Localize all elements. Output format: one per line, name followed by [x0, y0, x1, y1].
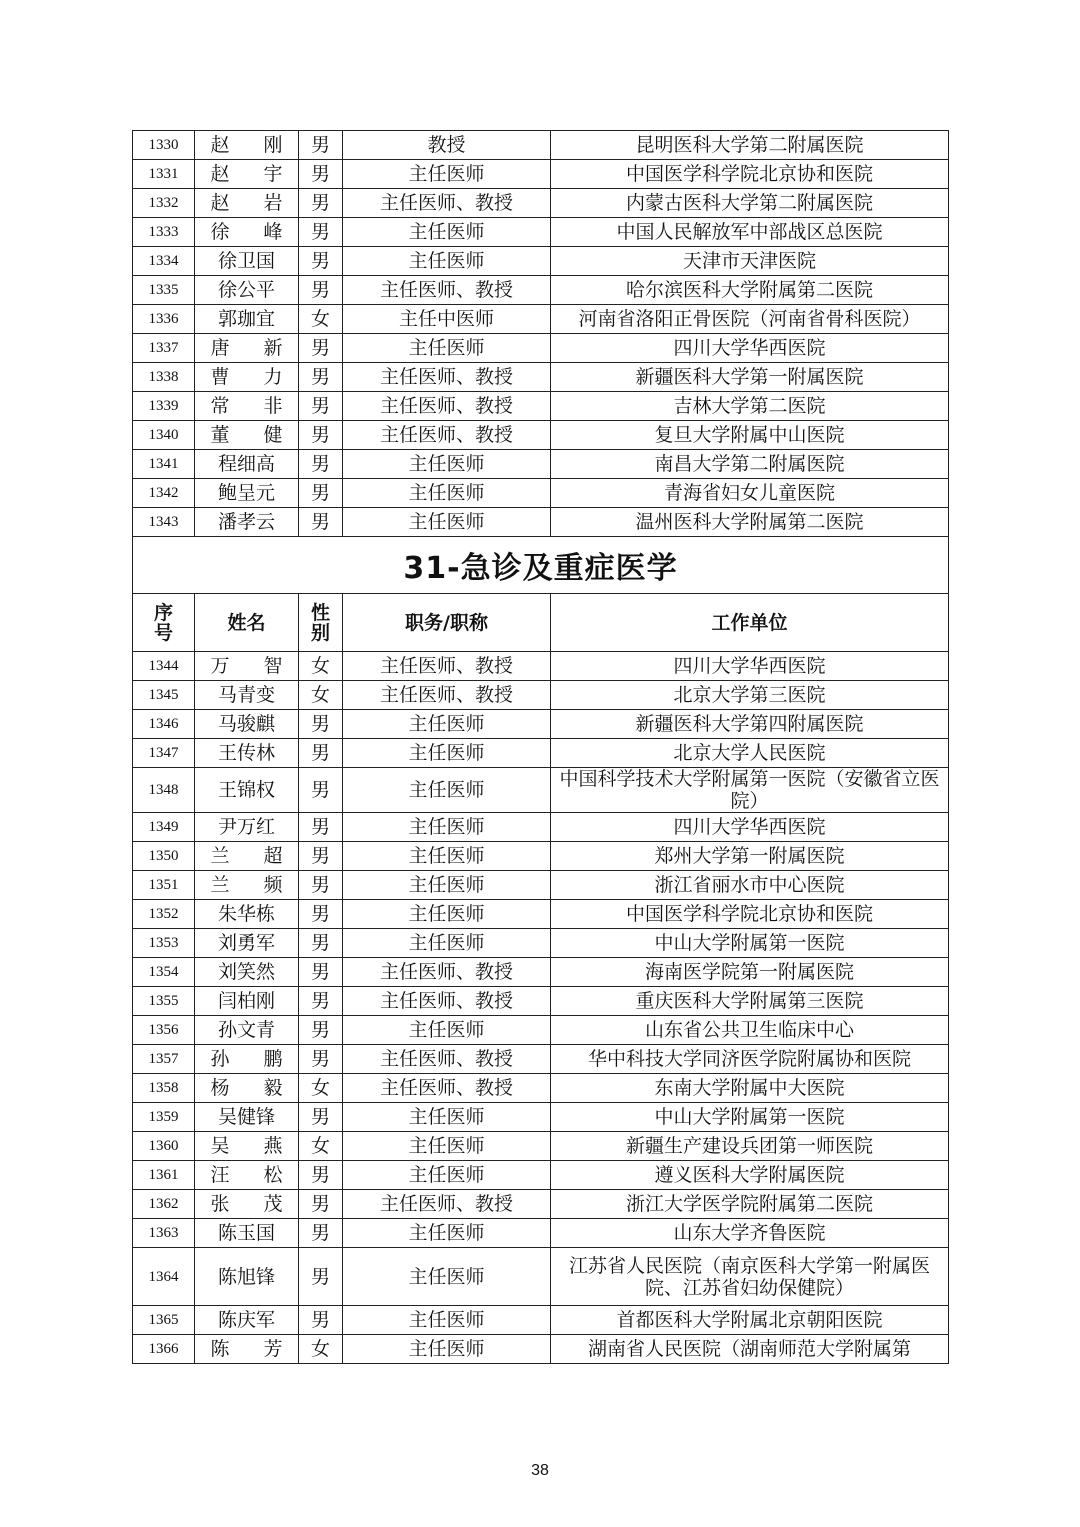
table-row [133, 1074, 949, 1103]
cell-no: 1362 [133, 1190, 195, 1219]
cell-name: 吴 燕 [195, 1132, 299, 1161]
cell-name: 马骏麒 [195, 710, 299, 739]
cell-name: 赵 宇 [195, 160, 299, 189]
cell-sex: 男 [299, 900, 343, 929]
cell-no: 1333 [133, 218, 195, 247]
cell-sex: 男 [299, 958, 343, 987]
header-unit: 工作单位 [551, 594, 949, 652]
cell-no: 1332 [133, 189, 195, 218]
cell-sex: 女 [299, 1074, 343, 1103]
cell-title: 主任医师、教授 [343, 421, 551, 450]
table-row [133, 871, 949, 900]
cell-no: 1363 [133, 1219, 195, 1248]
table-row [133, 842, 949, 871]
header-name: 姓名 [195, 594, 299, 652]
table-row [133, 1132, 949, 1161]
cell-no: 1347 [133, 739, 195, 768]
header-title: 职务/职称 [343, 594, 551, 652]
cell-name: 徐卫国 [195, 247, 299, 276]
cell-name: 常 非 [195, 392, 299, 421]
cell-name: 陈旭锋 [195, 1248, 299, 1306]
cell-sex: 女 [299, 305, 343, 334]
header-no: 序号 [133, 594, 195, 652]
cell-no: 1352 [133, 900, 195, 929]
cell-name: 张 茂 [195, 1190, 299, 1219]
cell-unit: 中国医学科学院北京协和医院 [551, 160, 949, 189]
cell-no: 1337 [133, 334, 195, 363]
cell-unit: 浙江大学医学院附属第二医院 [551, 1190, 949, 1219]
cell-no: 1354 [133, 958, 195, 987]
table-row [133, 1248, 949, 1306]
cell-title: 主任医师 [343, 1161, 551, 1190]
cell-name: 董 健 [195, 421, 299, 450]
cell-title: 主任医师 [343, 768, 551, 813]
cell-title: 主任医师、教授 [343, 1045, 551, 1074]
table-row [133, 1219, 949, 1248]
cell-sex: 女 [299, 1335, 343, 1364]
cell-sex: 男 [299, 1248, 343, 1306]
cell-sex: 男 [299, 1306, 343, 1335]
cell-unit: 吉林大学第二医院 [551, 392, 949, 421]
cell-sex: 男 [299, 479, 343, 508]
table-row [133, 305, 949, 334]
cell-no: 1348 [133, 768, 195, 813]
table-row [133, 1103, 949, 1132]
cell-sex: 男 [299, 1045, 343, 1074]
cell-name: 陈 芳 [195, 1335, 299, 1364]
page-number: 38 [531, 1462, 549, 1479]
cell-name: 曹 力 [195, 363, 299, 392]
cell-unit: 新疆医科大学第一附属医院 [551, 363, 949, 392]
cell-sex: 男 [299, 1161, 343, 1190]
table-row [133, 958, 949, 987]
cell-unit: 中国医学科学院北京协和医院 [551, 900, 949, 929]
cell-no: 1351 [133, 871, 195, 900]
table-row [133, 363, 949, 392]
cell-no: 1344 [133, 652, 195, 681]
header-sex: 性别 [299, 594, 343, 652]
cell-name: 徐 峰 [195, 218, 299, 247]
cell-no: 1350 [133, 842, 195, 871]
cell-sex: 女 [299, 681, 343, 710]
cell-title: 主任医师 [343, 450, 551, 479]
cell-sex: 男 [299, 131, 343, 160]
table-row [133, 189, 949, 218]
cell-unit: 中山大学附属第一医院 [551, 1103, 949, 1132]
table-row [133, 1190, 949, 1219]
roster-body-emergency [133, 652, 949, 1364]
cell-name: 潘孝云 [195, 508, 299, 537]
cell-name: 兰 频 [195, 871, 299, 900]
cell-unit: 湖南省人民医院（湖南师范大学附属第 [551, 1335, 949, 1364]
cell-sex: 男 [299, 768, 343, 813]
cell-no: 1359 [133, 1103, 195, 1132]
cell-title: 主任医师、教授 [343, 189, 551, 218]
cell-title: 主任医师 [343, 1306, 551, 1335]
cell-title: 主任医师 [343, 813, 551, 842]
roster-body-previous-section [133, 131, 949, 537]
cell-title: 主任医师 [343, 1248, 551, 1306]
cell-unit: 四川大学华西医院 [551, 334, 949, 363]
table-row [133, 900, 949, 929]
table-row [133, 334, 949, 363]
cell-no: 1361 [133, 1161, 195, 1190]
cell-no: 1343 [133, 508, 195, 537]
table-row [133, 247, 949, 276]
cell-unit: 东南大学附属中大医院 [551, 1074, 949, 1103]
cell-sex: 男 [299, 218, 343, 247]
cell-unit: 温州医科大学附属第二医院 [551, 508, 949, 537]
cell-title: 主任医师、教授 [343, 987, 551, 1016]
cell-name: 尹万红 [195, 813, 299, 842]
table-row [133, 1016, 949, 1045]
section-title-row [133, 537, 949, 594]
cell-unit: 哈尔滨医科大学附属第二医院 [551, 276, 949, 305]
cell-name: 孙 鹏 [195, 1045, 299, 1074]
cell-title: 主任医师 [343, 929, 551, 958]
table-row [133, 160, 949, 189]
cell-unit: 昆明医科大学第二附属医院 [551, 131, 949, 160]
cell-title: 主任医师、教授 [343, 363, 551, 392]
table-row [133, 508, 949, 537]
cell-sex: 男 [299, 276, 343, 305]
cell-name: 万 智 [195, 652, 299, 681]
cell-title: 主任医师 [343, 871, 551, 900]
cell-name: 王锦权 [195, 768, 299, 813]
cell-unit: 海南医学院第一附属医院 [551, 958, 949, 987]
cell-name: 朱华栋 [195, 900, 299, 929]
cell-sex: 男 [299, 508, 343, 537]
table-row [133, 813, 949, 842]
table-row [133, 1045, 949, 1074]
cell-title: 主任医师、教授 [343, 392, 551, 421]
cell-title: 主任医师 [343, 508, 551, 537]
cell-title: 主任医师、教授 [343, 958, 551, 987]
cell-title: 主任医师、教授 [343, 276, 551, 305]
cell-name: 赵 刚 [195, 131, 299, 160]
cell-title: 主任医师 [343, 842, 551, 871]
cell-sex: 男 [299, 1016, 343, 1045]
cell-sex: 女 [299, 1132, 343, 1161]
cell-unit: 中山大学附属第一医院 [551, 929, 949, 958]
cell-title: 主任医师 [343, 247, 551, 276]
table-row [133, 392, 949, 421]
cell-no: 1338 [133, 363, 195, 392]
table-row [133, 929, 949, 958]
cell-no: 1353 [133, 929, 195, 958]
cell-name: 赵 岩 [195, 189, 299, 218]
cell-unit: 新疆医科大学第四附属医院 [551, 710, 949, 739]
cell-name: 兰 超 [195, 842, 299, 871]
cell-unit: 河南省洛阳正骨医院（河南省骨科医院） [551, 305, 949, 334]
table-row [133, 276, 949, 305]
cell-title: 主任医师 [343, 1132, 551, 1161]
cell-unit: 郑州大学第一附属医院 [551, 842, 949, 871]
section-title: 31-急诊及重症医学 [133, 537, 949, 594]
table-row [133, 1306, 949, 1335]
cell-title: 主任医师、教授 [343, 652, 551, 681]
table-row [133, 479, 949, 508]
cell-sex: 男 [299, 450, 343, 479]
cell-sex: 男 [299, 334, 343, 363]
cell-no: 1366 [133, 1335, 195, 1364]
cell-name: 闫柏刚 [195, 987, 299, 1016]
cell-unit: 复旦大学附属中山医院 [551, 421, 949, 450]
cell-no: 1345 [133, 681, 195, 710]
cell-unit: 山东省公共卫生临床中心 [551, 1016, 949, 1045]
cell-sex: 男 [299, 929, 343, 958]
cell-name: 鲍呈元 [195, 479, 299, 508]
cell-no: 1357 [133, 1045, 195, 1074]
cell-unit: 北京大学人民医院 [551, 739, 949, 768]
cell-title: 主任医师 [343, 1016, 551, 1045]
cell-name: 马青变 [195, 681, 299, 710]
cell-title: 主任医师 [343, 334, 551, 363]
cell-name: 程细高 [195, 450, 299, 479]
cell-unit: 南昌大学第二附属医院 [551, 450, 949, 479]
cell-unit: 中国人民解放军中部战区总医院 [551, 218, 949, 247]
cell-sex: 男 [299, 392, 343, 421]
cell-title: 主任医师 [343, 1219, 551, 1248]
cell-title: 主任医师 [343, 710, 551, 739]
cell-no: 1346 [133, 710, 195, 739]
roster-table [132, 130, 949, 1364]
cell-unit: 重庆医科大学附属第三医院 [551, 987, 949, 1016]
cell-unit: 四川大学华西医院 [551, 652, 949, 681]
cell-no: 1349 [133, 813, 195, 842]
cell-unit: 内蒙古医科大学第二附属医院 [551, 189, 949, 218]
cell-title: 教授 [343, 131, 551, 160]
cell-no: 1360 [133, 1132, 195, 1161]
cell-sex: 男 [299, 1190, 343, 1219]
cell-unit: 首都医科大学附属北京朝阳医院 [551, 1306, 949, 1335]
cell-unit: 江苏省人民医院（南京医科大学第一附属医院、江苏省妇幼保健院） [551, 1248, 949, 1306]
table-row [133, 768, 949, 813]
table-row [133, 739, 949, 768]
cell-title: 主任医师 [343, 218, 551, 247]
cell-unit: 天津市天津医院 [551, 247, 949, 276]
cell-title: 主任医师 [343, 900, 551, 929]
cell-sex: 男 [299, 842, 343, 871]
cell-sex: 男 [299, 363, 343, 392]
cell-sex: 男 [299, 739, 343, 768]
cell-no: 1341 [133, 450, 195, 479]
cell-name: 吴健锋 [195, 1103, 299, 1132]
table-row [133, 681, 949, 710]
cell-unit: 中国科学技术大学附属第一医院（安徽省立医院） [551, 768, 949, 813]
cell-sex: 男 [299, 247, 343, 276]
cell-unit: 山东大学齐鲁医院 [551, 1219, 949, 1248]
cell-title: 主任中医师 [343, 305, 551, 334]
cell-name: 陈玉国 [195, 1219, 299, 1248]
cell-name: 徐公平 [195, 276, 299, 305]
cell-no: 1340 [133, 421, 195, 450]
cell-title: 主任医师 [343, 160, 551, 189]
cell-no: 1355 [133, 987, 195, 1016]
cell-no: 1339 [133, 392, 195, 421]
cell-title: 主任医师、教授 [343, 1190, 551, 1219]
cell-no: 1331 [133, 160, 195, 189]
cell-title: 主任医师 [343, 479, 551, 508]
cell-no: 1334 [133, 247, 195, 276]
column-header-row [133, 594, 949, 652]
cell-name: 唐 新 [195, 334, 299, 363]
cell-unit: 青海省妇女儿童医院 [551, 479, 949, 508]
cell-no: 1342 [133, 479, 195, 508]
cell-name: 郭珈宜 [195, 305, 299, 334]
cell-no: 1335 [133, 276, 195, 305]
cell-sex: 男 [299, 871, 343, 900]
cell-name: 陈庆军 [195, 1306, 299, 1335]
cell-sex: 女 [299, 652, 343, 681]
table-row [133, 987, 949, 1016]
cell-sex: 男 [299, 710, 343, 739]
cell-title: 主任医师 [343, 739, 551, 768]
cell-sex: 男 [299, 421, 343, 450]
cell-title: 主任医师 [343, 1103, 551, 1132]
cell-unit: 华中科技大学同济医学院附属协和医院 [551, 1045, 949, 1074]
section-31 [133, 537, 949, 652]
cell-sex: 男 [299, 813, 343, 842]
table-row [133, 131, 949, 160]
cell-unit: 四川大学华西医院 [551, 813, 949, 842]
cell-name: 杨 毅 [195, 1074, 299, 1103]
cell-no: 1330 [133, 131, 195, 160]
cell-title: 主任医师 [343, 1335, 551, 1364]
cell-sex: 男 [299, 1103, 343, 1132]
cell-no: 1336 [133, 305, 195, 334]
cell-name: 汪 松 [195, 1161, 299, 1190]
cell-name: 孙文青 [195, 1016, 299, 1045]
table-row [133, 450, 949, 479]
cell-title: 主任医师、教授 [343, 681, 551, 710]
table-row [133, 1161, 949, 1190]
cell-sex: 男 [299, 987, 343, 1016]
table-row [133, 710, 949, 739]
table-row [133, 218, 949, 247]
cell-name: 刘勇军 [195, 929, 299, 958]
cell-sex: 男 [299, 189, 343, 218]
cell-unit: 新疆生产建设兵团第一师医院 [551, 1132, 949, 1161]
cell-no: 1365 [133, 1306, 195, 1335]
cell-unit: 遵义医科大学附属医院 [551, 1161, 949, 1190]
table-row [133, 652, 949, 681]
table-row [133, 1335, 949, 1364]
cell-unit: 浙江省丽水市中心医院 [551, 871, 949, 900]
cell-no: 1358 [133, 1074, 195, 1103]
cell-title: 主任医师、教授 [343, 1074, 551, 1103]
table-row [133, 421, 949, 450]
cell-sex: 男 [299, 1219, 343, 1248]
cell-sex: 男 [299, 160, 343, 189]
cell-no: 1364 [133, 1248, 195, 1306]
cell-name: 王传林 [195, 739, 299, 768]
cell-no: 1356 [133, 1016, 195, 1045]
cell-name: 刘笑然 [195, 958, 299, 987]
cell-unit: 北京大学第三医院 [551, 681, 949, 710]
